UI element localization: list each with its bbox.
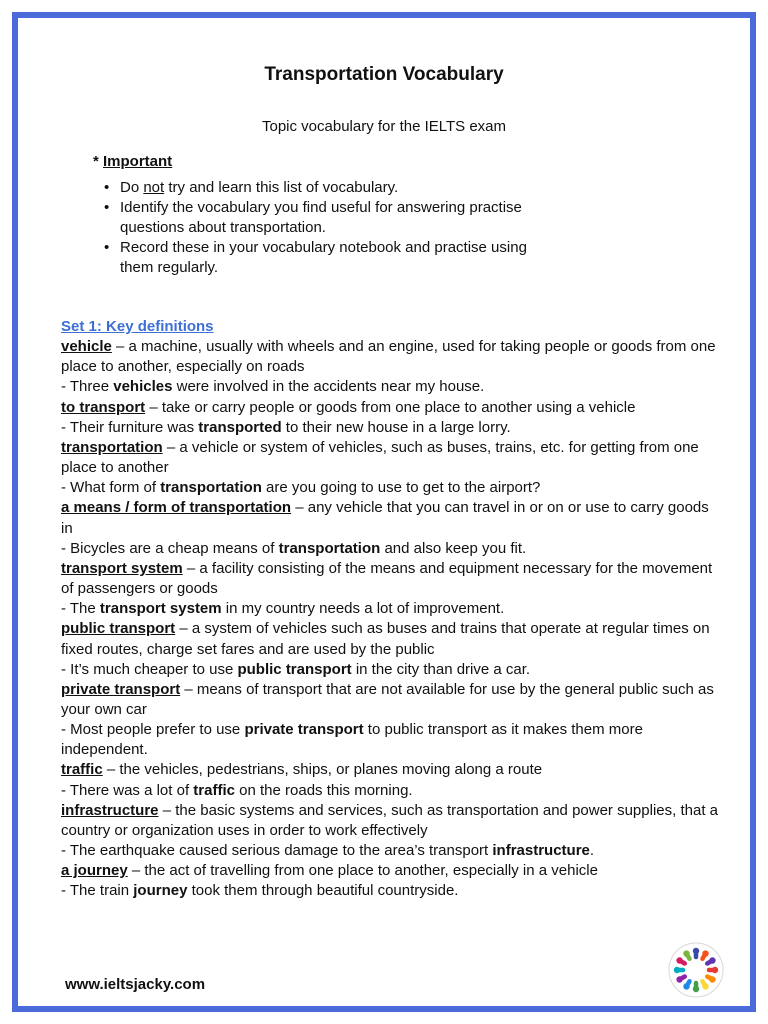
vocab-entry	[61, 680, 721, 720]
bullet-underlined-word: not	[143, 179, 165, 196]
bullet-text: Do	[120, 179, 144, 196]
example-text: - What form of	[61, 479, 161, 497]
example-text: - Bicycles are a cheap means of	[61, 539, 279, 557]
example-text: .	[589, 842, 595, 860]
vocab-definition: – the act of travelling from one place to another, especially in a vehicle	[127, 862, 598, 880]
example-keyword: private transport	[244, 721, 364, 739]
vocab-definition: – a system of vehicles such as buses and trains that operate at regular times on fixed routes, charge set fares and are used by the public	[61, 620, 710, 658]
example-keyword: journey	[133, 882, 188, 900]
example-text: - There was a lot of	[61, 781, 194, 799]
bullet-item	[120, 198, 560, 238]
vocab-definition: – take or carry people or goods from one place to another using a vehicle	[145, 398, 636, 416]
example-text: - The earthquake caused serious damage to the area’s transport	[61, 842, 493, 860]
example-text: - It’s much cheaper to use	[61, 660, 238, 678]
vocab-example	[61, 377, 721, 397]
vocab-definition: – a vehicle or system of vehicles, such as buses, trains, etc. for getting from one place to another	[61, 438, 699, 477]
vocab-example	[61, 539, 721, 559]
bullet-item	[120, 238, 560, 278]
example-text: - The train	[61, 882, 134, 900]
example-text: - Their furniture was	[61, 418, 199, 436]
vocab-definition: – means of transport that are not available for use by the general public such as your own car	[61, 680, 714, 718]
vocabulary-section	[61, 317, 721, 902]
example-text: and also keep you fit.	[380, 539, 527, 557]
vocab-example	[61, 660, 721, 680]
vocab-entry	[61, 861, 721, 881]
vocab-entry	[61, 619, 721, 659]
vocab-definition: – the basic systems and services, such as transportation and power supplies, that a country or organization uses in order to work effectively	[61, 801, 718, 839]
example-keyword: public transport	[237, 660, 352, 678]
vocab-entry	[61, 801, 721, 841]
bullet-text: Record these in your vocabulary notebook and practise using them regularly.	[120, 239, 527, 276]
example-text: in the city than drive a car.	[351, 660, 531, 678]
page-title: Transportation Vocabulary	[264, 64, 504, 85]
vocab-definition: – a machine, usually with wheels and an engine, used for taking people or goods from one place to another, especially on roads	[61, 338, 716, 376]
vocab-term: transport system	[61, 559, 183, 577]
vocab-example	[61, 881, 721, 901]
example-keyword: infrastructure	[492, 842, 590, 860]
document-page	[12, 12, 756, 1012]
vocab-term: infrastructure	[61, 801, 159, 819]
example-text: took them through beautiful countryside.	[187, 882, 459, 900]
important-heading	[93, 153, 172, 170]
example-text: in my country needs a lot of improvement.	[221, 600, 505, 618]
vocab-entry	[61, 760, 721, 780]
vocab-entry	[61, 498, 721, 538]
vocab-example	[61, 720, 721, 760]
vocab-definition: – any vehicle that you can travel in or on or use to carry goods in	[61, 499, 709, 537]
example-keyword: transport system	[99, 600, 222, 618]
vocab-example	[61, 841, 721, 861]
example-text: - Three	[61, 378, 114, 396]
example-keyword: traffic	[193, 781, 235, 799]
important-bullet-list	[120, 178, 560, 278]
vocab-example	[61, 478, 721, 498]
bullet-text: Identify the vocabulary you find useful for answering practise questions about transportation.	[120, 199, 522, 236]
vocab-term: a journey	[61, 862, 128, 880]
important-star: *	[93, 153, 104, 170]
vocab-term: vehicle	[61, 338, 112, 356]
important-label: Important	[103, 153, 173, 170]
vocab-entry	[61, 559, 721, 599]
vocab-term: public transport	[61, 620, 176, 638]
example-keyword: transportation	[278, 539, 381, 557]
vocab-entry	[61, 398, 721, 418]
vocab-example	[61, 599, 721, 619]
vocab-term: a means / form of transportation	[61, 499, 292, 517]
vocab-term: transportation	[61, 438, 163, 456]
vocab-example	[61, 418, 721, 438]
example-text: - Most people prefer to use	[61, 721, 245, 739]
example-text: to public transport as it makes them more independent.	[61, 721, 643, 759]
page-subtitle: Topic vocabulary for the IELTS exam	[262, 118, 506, 135]
vocab-term: to transport	[61, 398, 146, 416]
bullet-text: try and learn this list of vocabulary.	[164, 179, 399, 196]
example-keyword: transported	[198, 418, 282, 436]
example-text: - The	[61, 600, 100, 618]
vocab-entry	[61, 337, 721, 377]
example-keyword: transportation	[160, 479, 262, 497]
entry-list	[61, 337, 721, 901]
set-heading: Set 1: Key definitions	[61, 318, 214, 335]
example-text: were involved in the accidents near my house.	[172, 378, 485, 396]
example-keyword: vehicles	[113, 378, 173, 396]
vocab-term: traffic	[61, 761, 103, 779]
example-text: to their new house in a large lorry.	[281, 418, 511, 436]
bullet-item	[120, 178, 560, 198]
footer-website-link[interactable]: www.ieltsjacky.com	[65, 976, 206, 993]
example-text: on the roads this morning.	[234, 781, 413, 799]
example-text: are you going to use to get to the airport?	[261, 479, 541, 497]
vocab-entry	[61, 438, 721, 478]
vocab-definition: – the vehicles, pedestrians, ships, or planes moving along a route	[102, 761, 543, 779]
vocab-example	[61, 781, 721, 801]
vocab-definition: – a facility consisting of the means and equipment necessary for the movement of passengers or goods	[61, 559, 713, 598]
people-circle-logo-icon	[668, 942, 724, 998]
vocab-term: private transport	[61, 680, 181, 698]
